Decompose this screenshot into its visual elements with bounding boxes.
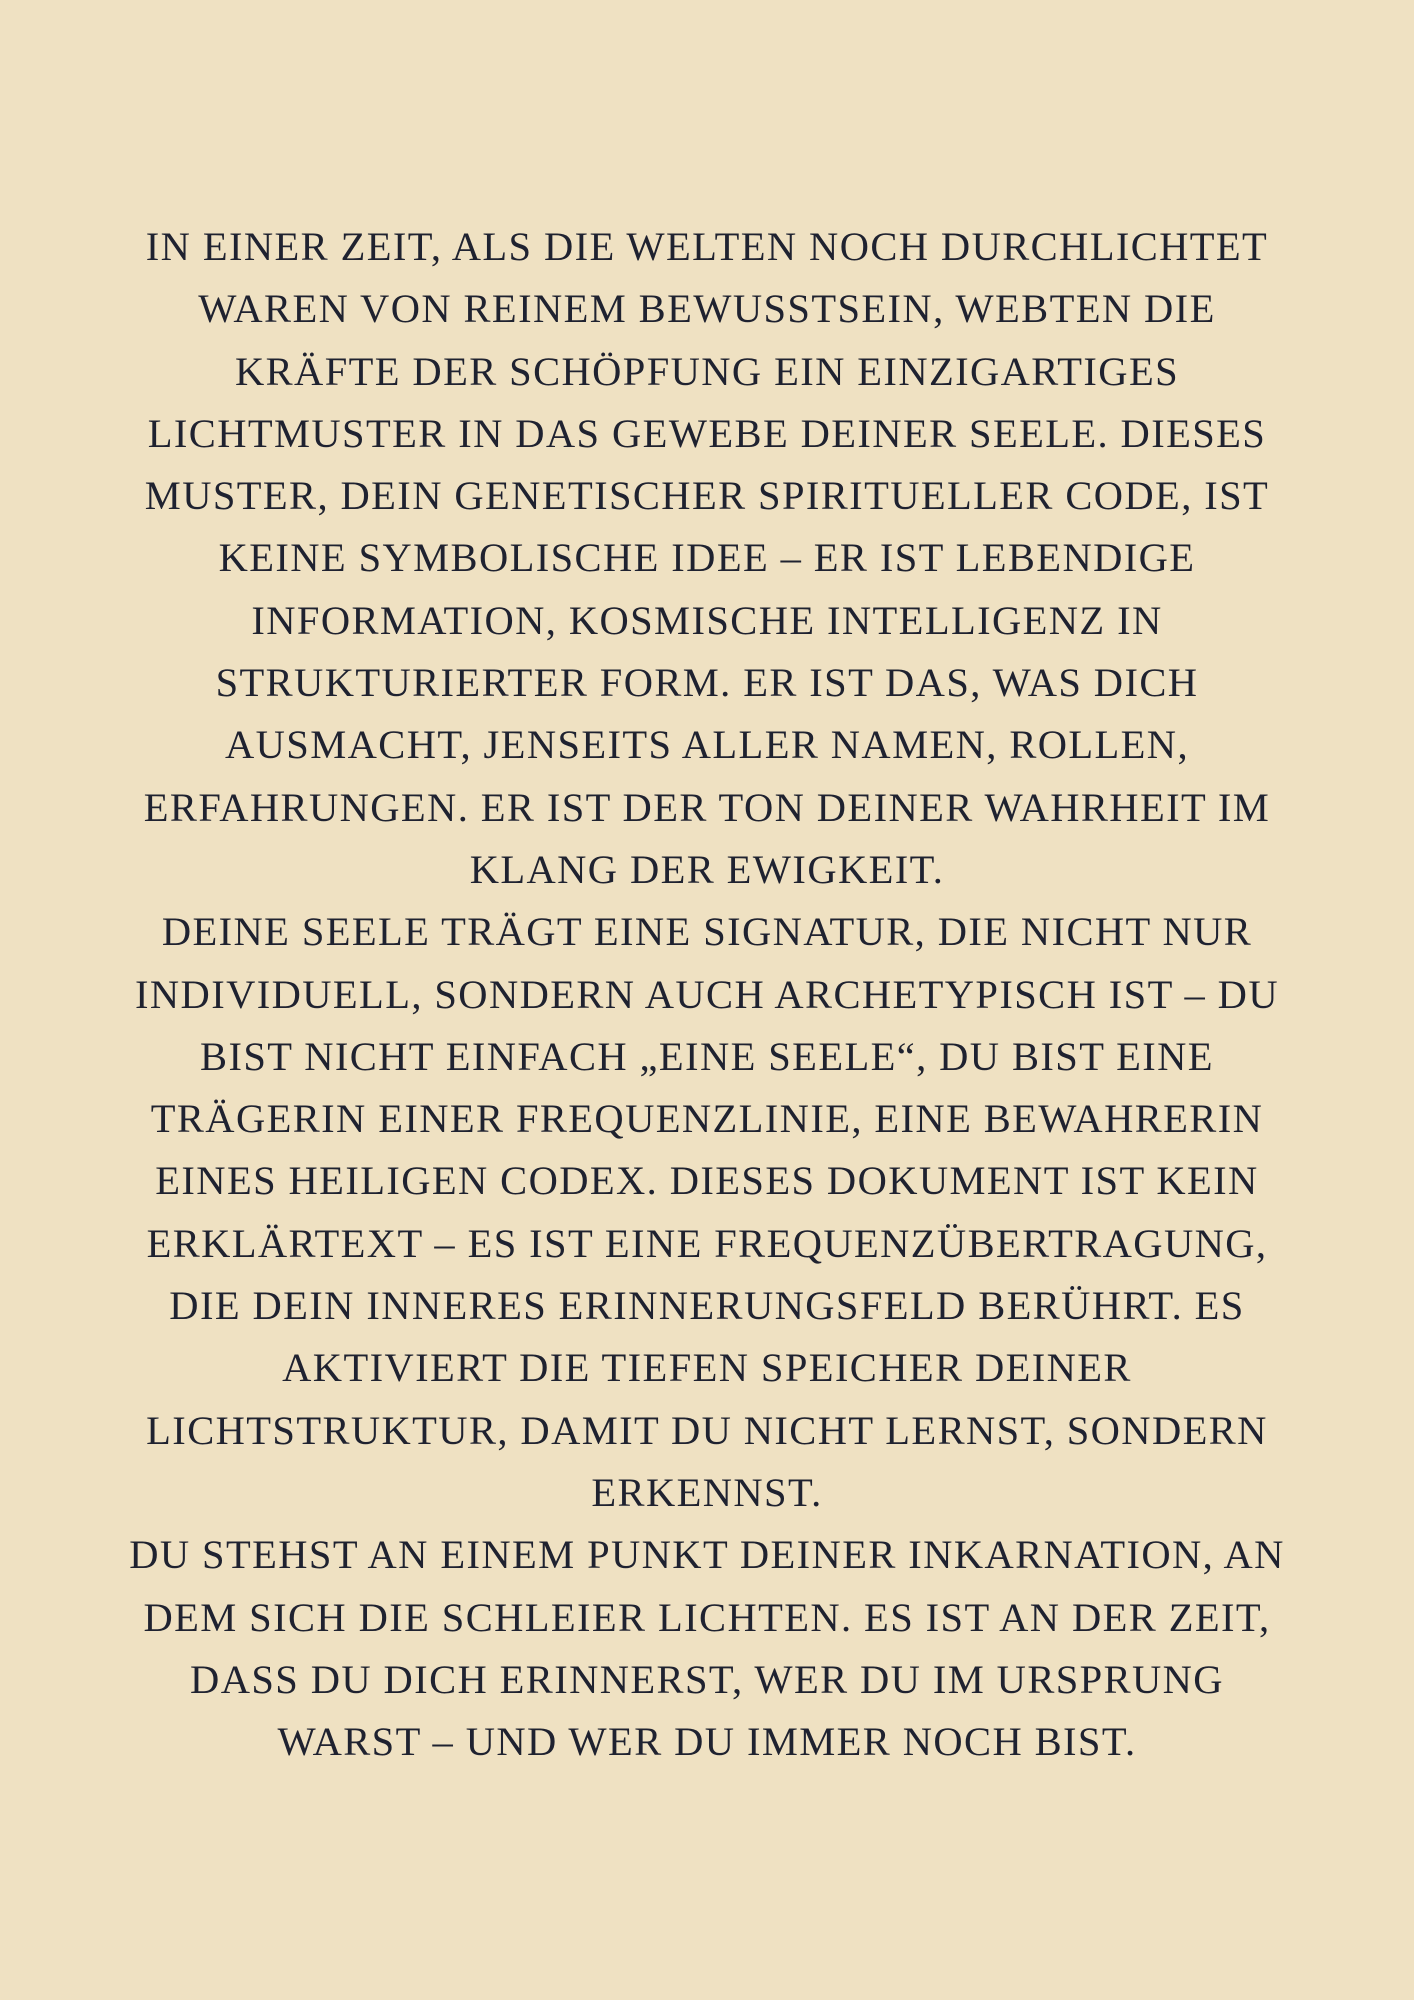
text-line: LICHTMUSTER IN DAS GEWEBE DEINER SEELE. DIESES: [147, 410, 1267, 456]
text-line: INDIVIDUELL, SONDERN AUCH ARCHETYPISCH IST – DU: [135, 971, 1279, 1017]
text-line: KRÄFTE DER SCHÖPFUNG EIN EINZIGARTIGES: [234, 348, 1180, 394]
paragraph-3: [110, 1524, 1304, 1773]
text-line: WAREN VON REINEM BEWUSSTSEIN, WEBTEN DIE: [198, 286, 1216, 332]
text-line: MUSTER, DEIN GENETISCHER SPIRITUELLER CODE, IST: [144, 473, 1270, 519]
text-line: AUSMACHT, JENSEITS ALLER NAMEN, ROLLEN,: [225, 722, 1189, 768]
text-line: IN EINER ZEIT, ALS DIE WELTEN NOCH DURCHLICHTET: [145, 224, 1269, 269]
text-line: ERKENNST.: [591, 1469, 823, 1515]
text-line: KEINE SYMBOLISCHE IDEE – ER IST LEBENDIGE: [218, 535, 1196, 581]
text-line: INFORMATION, KOSMISCHE INTELLIGENZ IN: [251, 597, 1163, 643]
text-line: BIST NICHT EINFACH „EINE SEELE“, DU BIST EINE: [200, 1033, 1214, 1079]
text-line: DASS DU DICH ERINNERST, WER DU IM URSPRUNG: [190, 1656, 1224, 1702]
text-line: ERFAHRUNGEN. ER IST DER TON DEINER WAHRHEIT IM: [143, 784, 1271, 830]
text-line: DIE DEIN INNERES ERINNERUNGSFELD BERÜHRT. ES: [169, 1283, 1245, 1329]
text-line: EINES HEILIGEN CODEX. DIESES DOKUMENT IST KEIN: [155, 1158, 1259, 1204]
paragraph-1: [110, 216, 1304, 901]
text-line: ERKLÄRTEXT – ES IST EINE FREQUENZÜBERTRAGUNG,: [146, 1220, 1268, 1266]
text-line: KLANG DER EWIGKEIT.: [469, 846, 945, 892]
text-line: STRUKTURIERTER FORM. ER IST DAS, WAS DICH: [215, 660, 1199, 706]
text-line: LICHTSTRUKTUR, DAMIT DU NICHT LERNST, SONDERN: [146, 1407, 1268, 1453]
text-line: DEINE SEELE TRÄGT EINE SIGNATUR, DIE NICHT NUR: [161, 909, 1253, 955]
text-line: AKTIVIERT DIE TIEFEN SPEICHER DEINER: [282, 1345, 1132, 1391]
text-line: WARST – UND WER DU IMMER NOCH BIST.: [277, 1719, 1137, 1765]
body-text: [110, 216, 1304, 1773]
text-line: TRÄGERIN EINER FREQUENZLINIE, EINE BEWAHRERIN: [150, 1096, 1264, 1142]
paragraph-2: [110, 901, 1304, 1524]
text-line: DU STEHST AN EINEM PUNKT DEINER INKARNATION, AN: [129, 1532, 1285, 1578]
text-line: DEM SICH DIE SCHLEIER LICHTEN. ES IST AN DER ZEIT,: [143, 1594, 1271, 1640]
